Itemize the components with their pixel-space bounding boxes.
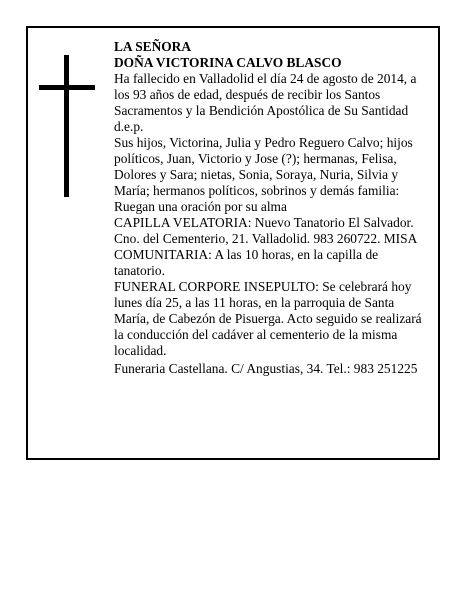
honorific: LA SEÑORA (114, 39, 192, 54)
cross-icon (64, 55, 69, 197)
chapel-info: CAPILLA VELATORIA: Nuevo Tanatorio El Salvador. Cno. del Cementerio, 21. Valladolid. 983 260722. MISA COMUNITARIA: A las 10 horas, en la capilla de tanatorio. (114, 215, 417, 278)
prayer-request: Ruegan una oración por su alma (114, 199, 287, 214)
funeral-info: FUNERAL CORPORE INSEPULTO: Se celebrará hoy lunes día 25, a las 11 horas, en la parroquia de Santa María, de Cabezón de Pisuerga. Acto seguido se realizará la conducción del cadáver al cementerio de la misma localidad. (114, 279, 422, 358)
funeral-home-info: Funeraria Castellana. C/ Angustias, 34. Tel.: 983 251225 (114, 361, 418, 376)
family-list: Sus hijos, Victorina, Julia y Pedro Reguero Calvo; hijos políticos, Juan, Victorio y Jose (?); hermanas, Felisa, Dolores y Sara; nietas, Sonia, Soraya, Nuria, Silvia y María; hermanos políticos, sobrinos y demás familia: (114, 135, 413, 198)
cross-icon-bar (39, 85, 95, 90)
death-announcement: Ha fallecido en Valladolid el día 24 de agosto de 2014, a los 93 años de edad, después de recibir los Santos Sacramentos y la Bendición Apostólica de Su Santidad d.e.p. (114, 71, 417, 134)
notice-body (114, 39, 426, 377)
deceased-name: DOÑA VICTORINA CALVO BLASCO (114, 55, 342, 70)
